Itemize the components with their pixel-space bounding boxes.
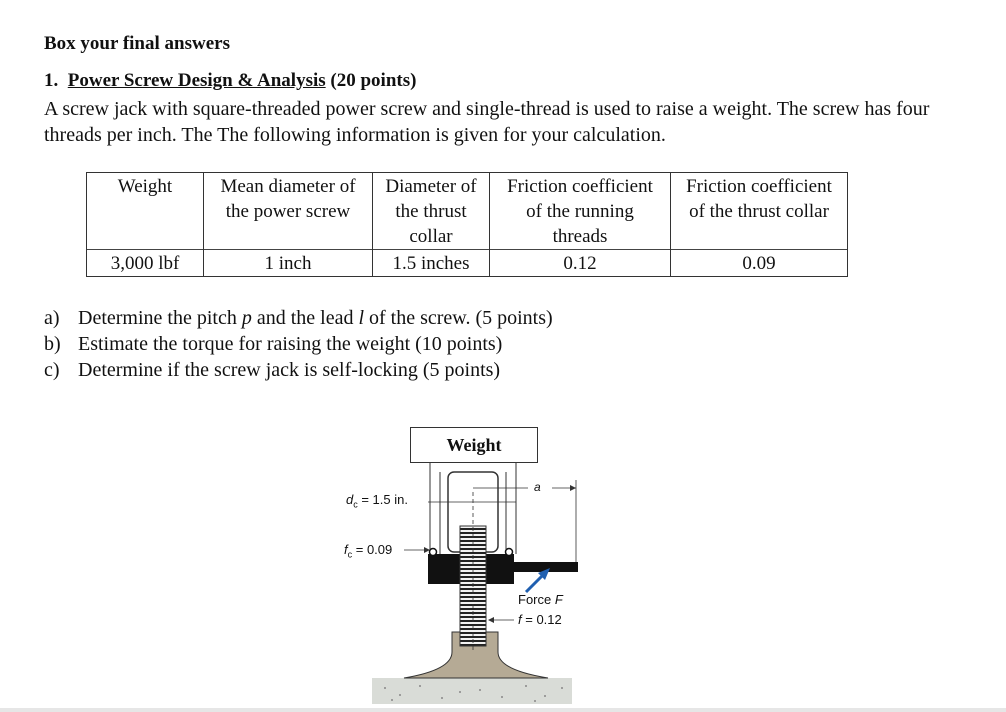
table-header: Friction coefficient of the thrust collar — [671, 173, 848, 250]
heading: Box your final answers — [44, 33, 230, 54]
question-label: c) — [44, 359, 60, 381]
question-b — [44, 331, 553, 357]
a-dimension-label: a — [534, 480, 541, 494]
f-variable: f — [518, 612, 522, 627]
bottom-divider — [0, 708, 1006, 712]
f-label — [518, 612, 562, 627]
table-header: Weight — [87, 173, 204, 250]
question-c — [44, 357, 553, 383]
table-header-row — [87, 173, 848, 250]
table-cell: 3,000 lbf — [87, 250, 204, 277]
question-label: b) — [44, 333, 61, 355]
problem-points: (20 points) — [330, 70, 417, 91]
force-label — [518, 592, 563, 607]
lead-variable: l — [358, 307, 365, 329]
question-text: of the screw. (5 points) — [364, 307, 553, 329]
problem-title-text: Power Screw Design & Analysis — [67, 70, 326, 91]
force-variable: F — [554, 592, 563, 607]
table-header: Mean diameter of the power screw — [204, 173, 373, 250]
table-cell: 0.09 — [671, 250, 848, 277]
question-label: a) — [44, 307, 60, 329]
given-data-table — [86, 172, 848, 277]
dc-value: = 1.5 in. — [357, 492, 408, 507]
question-text: Estimate the torque for raising the weight (10 points) — [78, 333, 503, 355]
dc-subscript: c — [353, 499, 358, 510]
question-text: Determine if the screw jack is self-locking (5 points) — [78, 359, 501, 381]
table-cell: 1 inch — [204, 250, 373, 277]
dc-label — [346, 492, 408, 510]
ground — [372, 678, 572, 704]
question-list — [44, 305, 553, 383]
question-text: and the lead — [251, 307, 359, 329]
table-row — [87, 250, 848, 277]
table-cell: 1.5 inches — [373, 250, 490, 277]
fc-value: = 0.09 — [352, 542, 393, 557]
fc-variable: f — [344, 542, 348, 557]
force-arrow — [526, 574, 544, 592]
force-text: Force — [518, 592, 555, 607]
problem-intro: A screw jack with square-threaded power screw and single-thread is used to raise a weight. The screw has four threads per inch. The The following information is given for your calculation. — [44, 98, 930, 146]
question-text: Determine the pitch — [78, 307, 242, 329]
problem-number: 1. — [44, 70, 59, 91]
table-header: Friction coefficient of the running threads — [490, 173, 671, 250]
table-cell: 0.12 — [490, 250, 671, 277]
problem-title — [44, 70, 416, 92]
weight-box: Weight — [410, 427, 538, 463]
f-value: = 0.12 — [525, 612, 562, 627]
pitch-variable: p — [241, 307, 252, 329]
fc-label — [344, 542, 392, 560]
dc-variable: d — [346, 492, 354, 507]
question-a — [44, 305, 553, 331]
screw-jack-figure — [330, 420, 590, 710]
screw-jack-drawing — [330, 420, 590, 710]
fc-subscript: c — [347, 549, 353, 560]
table-header: Diameter of the thrust collar — [373, 173, 490, 250]
